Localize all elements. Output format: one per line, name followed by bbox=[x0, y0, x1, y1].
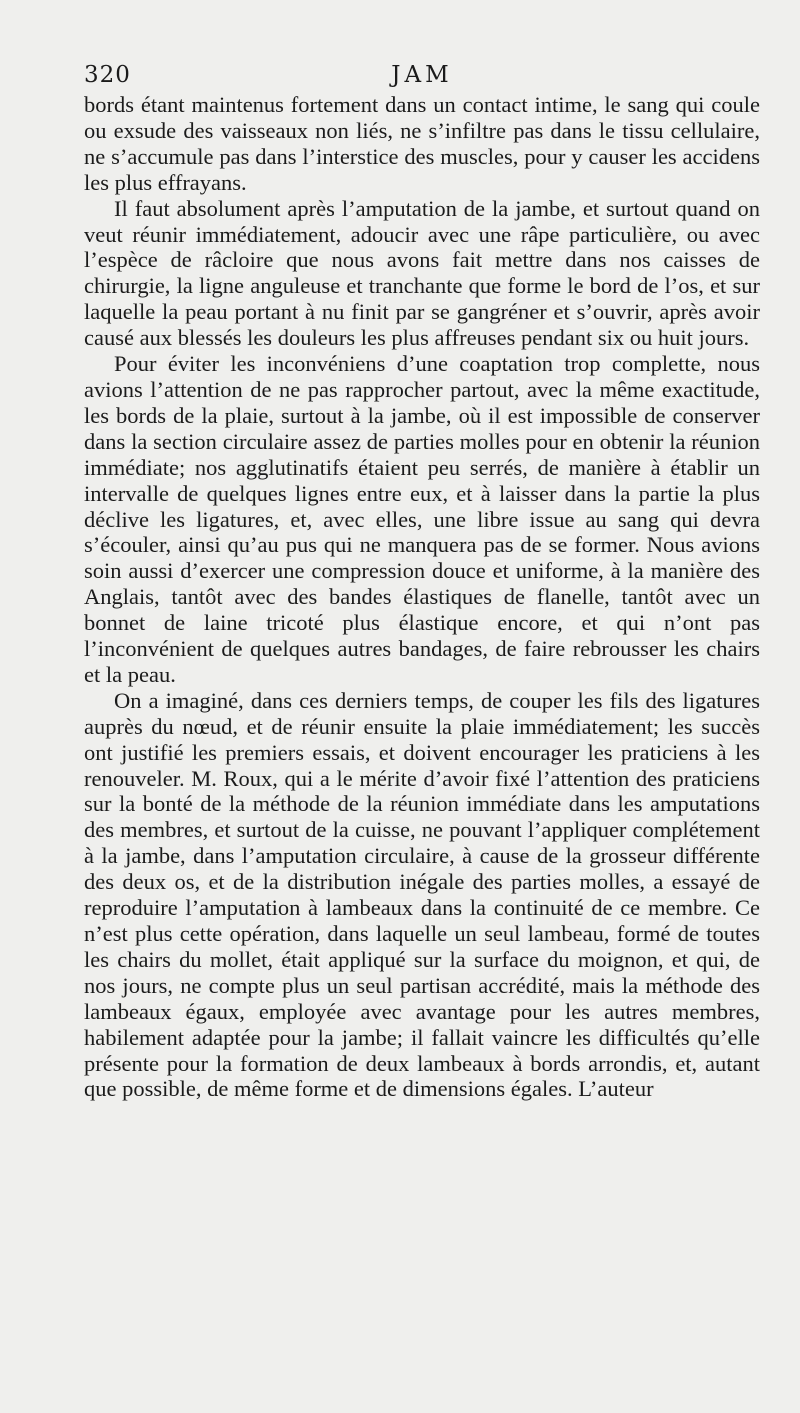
page-header bbox=[84, 58, 760, 92]
paragraph-1: bords étant maintenus fortement dans un contact intime, le sang qui coule ou exsude des vaisseaux non liés, ne s’infiltre pas dans le tissu cellulaire, ne s’accumule pas dans l’interstice des muscles, pour y causer les accidens les plus effrayans. bbox=[84, 92, 760, 195]
paragraph-2: Il faut absolument après l’amputation de la jambe, et surtout quand on veut réunir immédiatement, adoucir avec une râpe particulière, ou avec l’espèce de râcloire que nous avons fait mettre dans nos caisses de chirurgie, la ligne anguleuse et tranchante que forme le bord de l’os, et sur laquelle la peau portant à nu finit par se gangréner et s’ouvrir, après avoir causé aux blessés les douleurs les plus affreuses pendant six ou huit jours. bbox=[84, 195, 760, 351]
body-text bbox=[84, 92, 760, 1102]
page-number: 320 bbox=[84, 62, 131, 88]
running-head: JAM bbox=[391, 62, 453, 88]
paragraph-3: Pour éviter les inconvéniens d’une coaptation trop complette, nous avions l’attention de ne pas rapprocher partout, avec la même exactitude, les bords de la plaie, surtout à la jambe, où il est impossible de conserver dans la section circulaire assez de parties molles pour en obtenir la réunion immédiate; nos agglutinatifs étaient peu serrés, de manière à établir un intervalle de quelques lignes entre eux, et à laisser dans la partie la plus déclive les ligatures, et, avec elles, une libre issue au sang qui devra s’écouler, ainsi qu’au pus qui ne manquera pas de se former. Nous avions soin aussi d’exercer une compression douce et uniforme, à la manière des Anglais, tantôt avec des bandes élastiques de flanelle, tantôt avec un bonnet de laine tricoté plus élastique encore, et qui n’ont pas l’inconvénient de quelques autres bandages, de faire rebrousser les chairs et la peau. bbox=[84, 351, 760, 687]
paragraph-4: On a imaginé, dans ces derniers temps, de couper les fils des ligatures auprès du nœud, et de réunir ensuite la plaie immédiatement; les succès ont justifié les premiers essais, et doivent encourager les praticiens à les renouveler. M. Roux, qui a le mérite d’avoir fixé l’attention des praticiens sur la bonté de la méthode de la réunion immédiate dans les amputations des membres, et surtout de la cuisse, ne pouvant l’appliquer complétement à la jambe, dans l’amputation circulaire, à cause de la grosseur différente des deux os, et de la distribution inégale des parties molles, a essayé de reproduire l’amputation à lambeaux dans la continuité de ce membre. Ce n’est plus cette opération, dans laquelle un seul lambeau, formé de toutes les chairs du mollet, était appliqué sur la surface du moignon, et qui, de nos jours, ne compte plus un seul partisan accrédité, mais la méthode des lambeaux égaux, employée avec avantage pour les autres membres, habilement adaptée pour la jambe; il fallait vaincre les difficultés qu’elle présente pour la formation de deux lambeaux à bords arrondis, et, autant que possible, de même forme et de dimensions égales. L’auteur bbox=[84, 687, 760, 1102]
